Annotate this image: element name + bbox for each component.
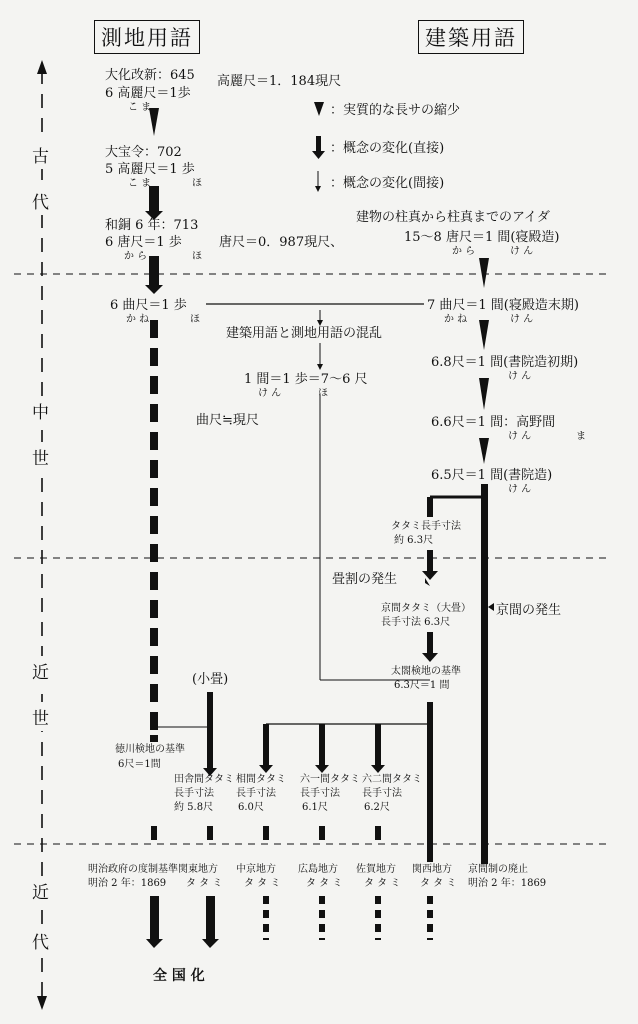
- furigana-koma-2: こ ま: [128, 178, 152, 189]
- furigana-ho-1: ほ: [192, 178, 202, 189]
- label-kyoma-tatami: 京間タタミ（大畳）: [381, 603, 471, 614]
- arrow-shoin-early-to-koyama: [479, 378, 489, 410]
- label-taiko-standard: 6.3尺＝1 間: [394, 680, 450, 691]
- label-hiroshima-tatami: タ タ ミ: [306, 878, 343, 889]
- era-early-modern-2: 世: [32, 702, 49, 731]
- furigana-kane-2: か ね: [444, 314, 468, 325]
- label-taiho-unit: 5 高麗尺＝1 歩: [105, 162, 195, 177]
- label-rokuichi-value: 6.1尺: [302, 802, 328, 813]
- confusion-mid-head: [317, 364, 323, 370]
- furigana-ken-1: け ん: [510, 246, 534, 257]
- label-kane-approx-gen: 曲尺≒現尺: [196, 413, 259, 428]
- label-kyoma-tatami-length: 長手寸法 6.3尺: [381, 617, 451, 628]
- regional-branch-head-0: [259, 765, 273, 773]
- header-survey-terms: 測地用語: [94, 20, 200, 54]
- label-shinden-late: 7 曲尺＝1 間(寝殿造末期): [427, 298, 579, 313]
- era-medieval-2: 世: [32, 442, 49, 471]
- kanto-down-head: [202, 939, 219, 948]
- label-shinden-ken: 15～8 唐尺＝1 間(寝殿造): [404, 230, 560, 245]
- label-tokugawa-survey: 徳川検地の基準: [115, 744, 185, 755]
- label-inakama-length: 長手寸法: [174, 788, 214, 799]
- tatami-to-kyoma-bar: [427, 550, 433, 572]
- label-inakama-tatami: 田舎間タタミ: [174, 774, 234, 785]
- label-tokugawa-standard: 6尺＝1間: [118, 759, 161, 770]
- arrow-koyama-to-shoin: [479, 438, 489, 464]
- era-timeline-bottom-arrow: [37, 996, 47, 1010]
- label-shoin: 6.5尺＝1 間(書院造): [431, 468, 553, 483]
- arrow-late-to-shoin-early: [479, 320, 489, 350]
- label-chukyo-region: 中京地方: [236, 864, 276, 875]
- furigana-kara-2: か ら: [452, 246, 476, 257]
- era-timeline-top-arrow: [37, 60, 47, 74]
- furigana-ken-2: け ん: [510, 314, 534, 325]
- regional-branch-head-1: [315, 765, 329, 773]
- legend-direct-symbol: [316, 136, 321, 152]
- kyoma-to-taiko-head: [422, 653, 438, 662]
- label-taika-reform: 大化改新：645: [105, 68, 195, 83]
- label-rokuni-tatami: 六二間タタミ: [362, 774, 422, 785]
- legend-koma-shaku: 高麗尺＝1．184現尺: [217, 74, 342, 89]
- label-meiji-year-2: 明治 2 年：1869: [468, 878, 547, 889]
- meiji-down-bar: [150, 896, 159, 940]
- arrow-wado-to-kane-head: [145, 285, 163, 294]
- label-aida-definition: 建物の柱真から柱真までのアイダ: [356, 210, 550, 225]
- label-ken-ho-equal: 1 間＝1 歩＝7～6 尺: [244, 372, 368, 387]
- label-hiroshima-region: 広島地方: [298, 864, 338, 875]
- regional-branch-bar-0: [263, 724, 269, 766]
- label-chukyo-tatami: タ タ ミ: [244, 878, 281, 889]
- label-kane-ho: 6 曲尺＝1 歩: [110, 298, 187, 313]
- meiji-down-head: [146, 939, 163, 948]
- legend-direct-head: [312, 151, 325, 159]
- label-saga-region: 佐賀地方: [356, 864, 396, 875]
- tatami-to-kyoma-head: [422, 571, 438, 580]
- regional-branch-bar-1: [319, 724, 325, 766]
- furigana-ken-5: け ん: [508, 431, 532, 442]
- era-modern-2: 代: [32, 926, 49, 955]
- label-tatami-length: タタミ長手寸法: [391, 521, 461, 532]
- label-wado-unit: 6 唐尺＝1 歩: [105, 235, 182, 250]
- legend-indirect-head: [315, 186, 321, 192]
- label-shoin-early: 6.8尺＝1 間(書院造初期): [431, 355, 579, 370]
- kodatami-bar: [207, 692, 213, 727]
- label-inakama-value: 約 5.8尺: [174, 802, 214, 813]
- label-kansai-tatami: タ タ ミ: [420, 878, 457, 889]
- legend-shrink-symbol: [314, 102, 324, 116]
- label-kyoma-abolish: 京間制の廃止: [468, 864, 528, 875]
- kyoma-long-bar: [481, 484, 488, 864]
- label-koyama: 6.6尺＝1 間：高野間: [431, 415, 556, 430]
- label-taiho-code: 大宝令：702: [105, 145, 182, 160]
- kyoma-birth-pointer: [488, 603, 494, 611]
- era-medieval-1: 中: [32, 396, 49, 425]
- furigana-ken-6: け ん: [508, 484, 532, 495]
- tatamiwari-pointer: [425, 578, 430, 586]
- furigana-kane-1: か ね: [126, 314, 150, 325]
- label-meiji-law: 明治政府の度制基準: [88, 864, 178, 875]
- furigana-ho-3: ほ: [190, 314, 200, 325]
- label-taiko-survey: 太閤検地の基準: [391, 666, 461, 677]
- label-taika-unit: 6 高麗尺＝1歩: [105, 86, 191, 101]
- header-architecture-terms: 建築用語: [418, 20, 524, 54]
- kodatami-to-inakama-bar: [207, 727, 213, 769]
- furigana-ho-4: ほ: [318, 388, 328, 399]
- label-rokuni-value: 6.2尺: [364, 802, 390, 813]
- furigana-ma: ま: [576, 431, 586, 442]
- label-nationwide: 全 国 化: [153, 968, 205, 984]
- label-wado: 和銅 6 年：713: [105, 218, 199, 233]
- regional-branch-head-2: [371, 765, 385, 773]
- label-aima-tatami: 相間タタミ: [236, 774, 286, 785]
- shoin-branch-down: [427, 497, 433, 517]
- label-tatami-length-value: 約 6.3尺: [394, 535, 434, 546]
- label-term-confusion: 建築用語と測地用語の混乱: [226, 326, 383, 341]
- arrow-wado-to-kane: [149, 256, 159, 286]
- kyoma-to-taiko-bar: [427, 632, 433, 654]
- label-kyoma-birth: 京間の発生: [496, 603, 562, 618]
- label-kanto-tatami: タ タ ミ: [186, 878, 223, 889]
- label-rokuni-length: 長手寸法: [362, 788, 402, 799]
- legend-direct: ：概念の変化(直接): [330, 141, 445, 156]
- furigana-koma-1: こ ま: [128, 102, 152, 113]
- furigana-ho-2: ほ: [192, 251, 202, 262]
- era-ancient-1: 古: [32, 140, 49, 169]
- label-rokuichi-length: 長手寸法: [300, 788, 340, 799]
- era-modern-1: 近: [32, 876, 49, 905]
- furigana-ken-4: け ん: [508, 371, 532, 382]
- label-rokuichi-tatami: 六一間タタミ: [300, 774, 360, 785]
- regional-branch-bar-2: [375, 724, 381, 766]
- label-kansai-region: 関西地方: [412, 864, 452, 875]
- label-kodatami: (小畳): [192, 672, 229, 687]
- label-aima-value: 6.0尺: [238, 802, 264, 813]
- label-meiji-year-1: 明治 2 年：1869: [88, 878, 167, 889]
- era-early-modern-1: 近: [32, 656, 49, 685]
- legend-shrink: ：実質的な長サの縮少: [330, 103, 461, 118]
- label-aima-length: 長手寸法: [236, 788, 276, 799]
- label-kanto-region: 関東地方: [178, 864, 218, 875]
- furigana-ken-3: け ん: [258, 388, 282, 399]
- legend-indirect: ：概念の変化(間接): [330, 176, 445, 191]
- furigana-kara-1: か ら: [124, 251, 148, 262]
- label-tatamiwari-birth: 畳割の発生: [332, 572, 398, 587]
- label-kara-shaku: 唐尺＝0．987現尺、: [219, 235, 344, 250]
- arrow-shinden-to-late: [479, 258, 489, 288]
- era-ancient-2: 代: [32, 186, 49, 215]
- kanto-down-bar: [206, 896, 215, 940]
- label-saga-tatami: タ タ ミ: [364, 878, 401, 889]
